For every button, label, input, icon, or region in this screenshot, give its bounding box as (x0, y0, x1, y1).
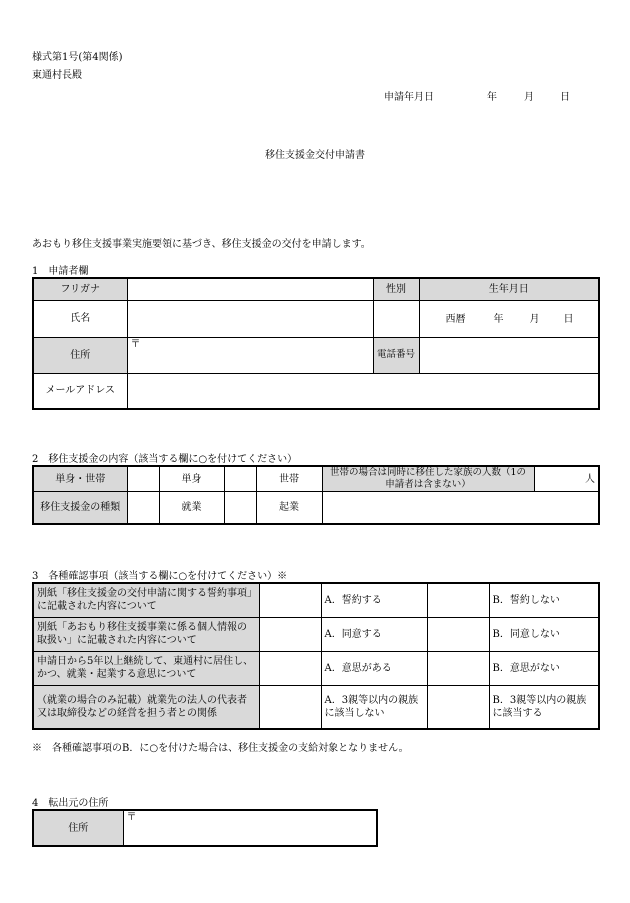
single-mark-cell[interactable] (127, 466, 159, 492)
birth-day: 日 (563, 313, 574, 325)
email-label: メールアドレス (33, 373, 127, 409)
furigana-label: フリガナ (33, 278, 127, 300)
gender-field[interactable] (373, 300, 419, 337)
name-label: 氏名 (33, 300, 127, 337)
intro-text: あおもり移住支援事業実施要領に基づき、移住支援金の交付を申請します。 (32, 239, 371, 250)
confirm-b-mark-1[interactable] (427, 583, 489, 617)
support-content-table (32, 465, 600, 525)
section3-heading: 3 各種確認事項（該当する欄に○を付けてください）※ (32, 571, 288, 582)
confirm-b-option-3: B．意思がない (489, 651, 599, 685)
confirm-b-mark-2[interactable] (427, 617, 489, 651)
postal-mark: 〒 (130, 338, 141, 350)
confirm-b-mark-3[interactable] (427, 651, 489, 685)
employment-option: 就業 (159, 492, 224, 524)
confirm-a-mark-4[interactable] (259, 685, 321, 729)
confirm-question-3: 申請日から5年以上継続して、東通村に居住し、かつ、就業・起業する意思について (33, 651, 259, 685)
previous-address-field[interactable] (123, 810, 377, 846)
section1-heading: 1 申請者欄 (32, 266, 89, 277)
previous-address-label: 住所 (33, 810, 123, 846)
address-field[interactable] (127, 337, 373, 373)
confirm-a-option-2: A．同意する (321, 617, 427, 651)
family-count-field[interactable] (534, 466, 599, 492)
startup-mark-cell[interactable] (224, 492, 256, 524)
date-year: 年 (487, 92, 497, 103)
family-option: 世帯 (256, 466, 322, 492)
email-field[interactable] (127, 373, 599, 409)
address-label: 住所 (33, 337, 127, 373)
confirm-b-option-1: B．誓約しない (489, 583, 599, 617)
birthdate-label: 生年月日 (419, 278, 599, 300)
date-month: 月 (524, 92, 534, 103)
addressee: 東通村長殿 (32, 70, 82, 81)
confirm-a-mark-2[interactable] (259, 617, 321, 651)
confirm-a-option-4: A．3親等以内の親族に該当しない (321, 685, 427, 729)
support-type-label: 移住支援金の種類 (33, 492, 127, 524)
form-number: 様式第1号(第4関係) (32, 52, 123, 63)
previous-postal-mark: 〒 (126, 812, 137, 823)
section4-heading: 4 転出元の住所 (32, 798, 109, 809)
birth-year: 年 (493, 313, 504, 325)
single-option: 単身 (159, 466, 224, 492)
birth-era: 西暦 (445, 313, 466, 325)
date-day: 日 (560, 92, 570, 103)
confirm-b-mark-4[interactable] (427, 685, 489, 729)
date-label: 申請年月日 (384, 92, 434, 103)
confirm-question-1: 別紙「移住支援金の交付申請に関する誓約事項」に記載された内容について (33, 583, 259, 617)
family-mark-cell[interactable] (224, 466, 256, 492)
employment-mark-cell[interactable] (127, 492, 159, 524)
confirm-question-2: 別紙「あおもり移住支援事業に係る個人情報の取扱い」に記載された内容について (33, 617, 259, 651)
family-count-note: 世帯の場合は同時に移住した家族の人数（1の申請者は含まない） (322, 466, 534, 492)
confirm-a-option-3: A．意思がある (321, 651, 427, 685)
birth-month: 月 (529, 313, 540, 325)
confirm-question-4: （就業の場合のみ記載）就業先の法人の代表者又は取締役などの経営を担う者との関係 (33, 685, 259, 729)
name-field[interactable] (127, 300, 373, 337)
applicant-table (32, 277, 600, 410)
confirmation-note: ※ 各種確認事項のB．に○を付けた場合は、移住支援金の支給対象となりません。 (32, 743, 409, 754)
phone-label: 電話番号 (373, 337, 419, 373)
page-title: 移住支援金交付申請書 (265, 150, 365, 161)
section2-heading: 2 移住支援金の内容（該当する欄に○を付けてください） (32, 454, 298, 465)
household-label: 単身・世帯 (33, 466, 127, 492)
phone-field[interactable] (419, 337, 599, 373)
confirm-a-mark-1[interactable] (259, 583, 321, 617)
confirm-b-option-4: B．3親等以内の親族に該当する (489, 685, 599, 729)
furigana-field[interactable] (127, 278, 373, 300)
confirm-a-mark-3[interactable] (259, 651, 321, 685)
persons-unit: 人 (585, 473, 595, 485)
empty-area (322, 492, 599, 524)
birthdate-field[interactable] (419, 300, 599, 337)
confirm-b-option-2: B．同意しない (489, 617, 599, 651)
previous-address-table (32, 809, 378, 847)
startup-option: 起業 (256, 492, 322, 524)
gender-label: 性別 (373, 278, 419, 300)
confirm-a-option-1: A．誓約する (321, 583, 427, 617)
confirmation-table (32, 582, 600, 730)
